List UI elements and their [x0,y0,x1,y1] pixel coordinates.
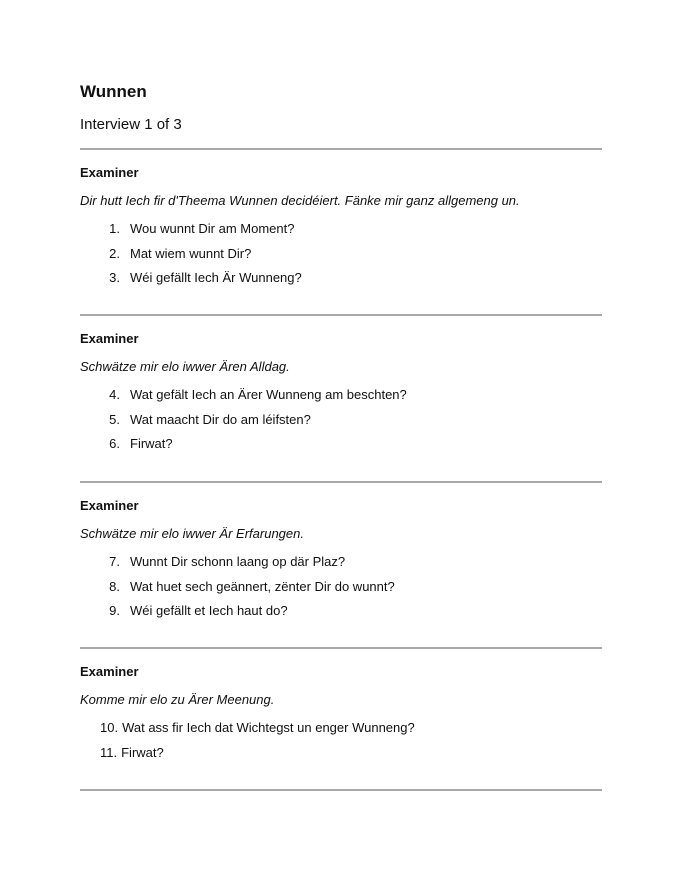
section-divider [80,481,602,483]
question-item [80,745,602,761]
question-number: 1. [109,221,120,236]
question-text: Wéi gefällt et Iech haut do? [130,603,288,618]
question-number: 4. [109,387,120,402]
examiner-prompt: Dir hutt Iech fir d'Theema Wunnen decidéiert. Fänke mir ganz allgemeng un. [80,193,520,208]
question-item [80,436,602,452]
question-list [80,554,602,619]
question-text: Wunnt Dir schonn laang op där Plaz? [130,554,346,569]
question-number: 9. [109,603,120,618]
interview-section-3 [80,498,602,628]
question-text: Wat ass fir Iech dat Wichtegst un enger Wunneng? [122,720,415,735]
question-item [80,221,602,237]
page-title: Wunnen [80,82,147,101]
question-text: Mat wiem wunnt Dir? [130,245,252,261]
question-list [80,720,602,761]
examiner-prompt: Komme mir elo zu Ärer Meenung. [80,692,275,707]
question-item [80,720,602,736]
section-divider [80,789,602,791]
question-number: 8. [109,578,120,594]
question-text: Wat maacht Dir do am léifsten? [130,411,311,427]
question-number: 6. [109,436,120,451]
question-number: 11. [100,744,118,760]
question-item [80,579,602,595]
examiner-prompt: Schwätze mir elo iwwer Ären Alldag. [80,359,290,374]
question-item [80,554,602,570]
question-number: 7. [109,554,120,569]
page-subtitle: Interview 1 of 3 [80,116,182,133]
question-item [80,270,602,286]
examiner-prompt: Schwätze mir elo iwwer Är Erfarungen. [80,526,304,541]
interview-section-1 [80,165,602,295]
question-text: Firwat? [121,744,164,760]
question-item [80,412,602,428]
section-divider [80,148,602,150]
interview-section-4 [80,664,602,769]
question-number: 5. [109,411,120,427]
speaker-label: Examiner [80,498,139,513]
speaker-label: Examiner [80,165,139,180]
speaker-label: Examiner [80,664,139,679]
section-divider [80,647,602,649]
question-list [80,387,602,452]
question-list [80,221,602,286]
question-text: Wat huet sech geännert, zënter Dir do wunnt? [130,578,395,594]
question-number: 3. [109,270,120,285]
speaker-label: Examiner [80,331,139,346]
interview-section-2 [80,331,602,461]
question-text: Wéi gefällt Iech Är Wunneng? [130,270,302,285]
question-item [80,246,602,262]
question-number: 2. [109,245,120,261]
question-item [80,387,602,403]
question-text: Wat gefält Iech an Ärer Wunneng am beschten? [130,387,407,402]
question-text: Firwat? [130,436,173,451]
question-item [80,603,602,619]
question-text: Wou wunnt Dir am Moment? [130,221,295,236]
question-number: 10. [100,720,119,735]
section-divider [80,314,602,316]
